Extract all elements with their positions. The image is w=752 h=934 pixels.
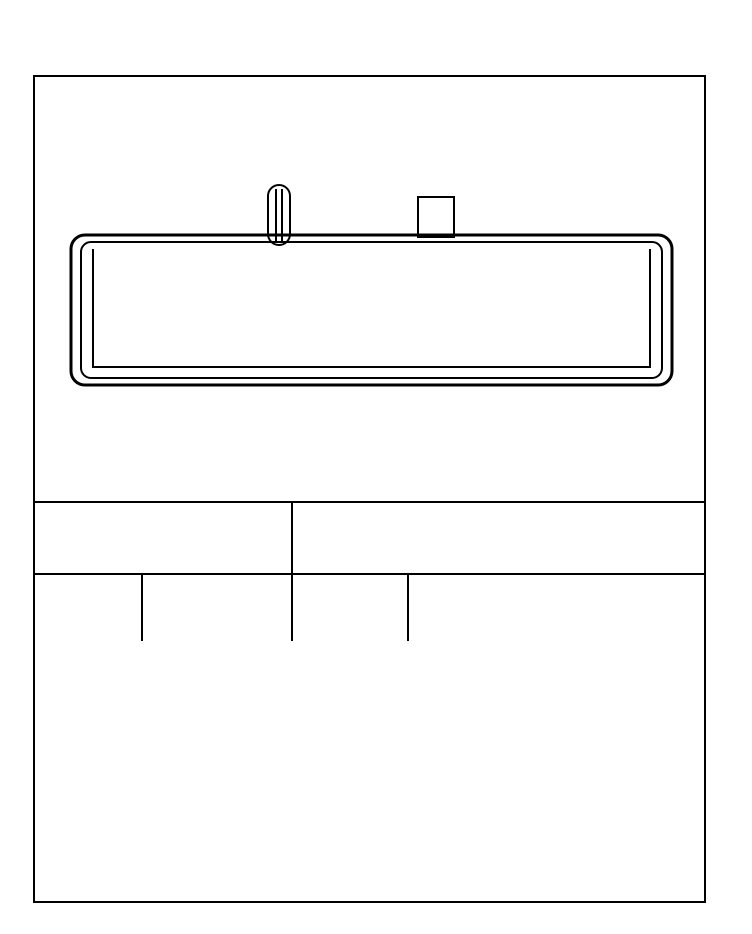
header-wire-color <box>143 573 293 641</box>
connector-body <box>71 235 672 385</box>
header-circuit-no <box>293 573 409 641</box>
header-function <box>409 573 704 641</box>
header-pin <box>35 573 143 641</box>
diagram-frame <box>33 75 706 903</box>
connector-info-label <box>35 501 293 573</box>
connector-diagram <box>35 77 704 501</box>
connector-key-tab <box>418 197 454 237</box>
connector-info-values <box>293 501 704 573</box>
